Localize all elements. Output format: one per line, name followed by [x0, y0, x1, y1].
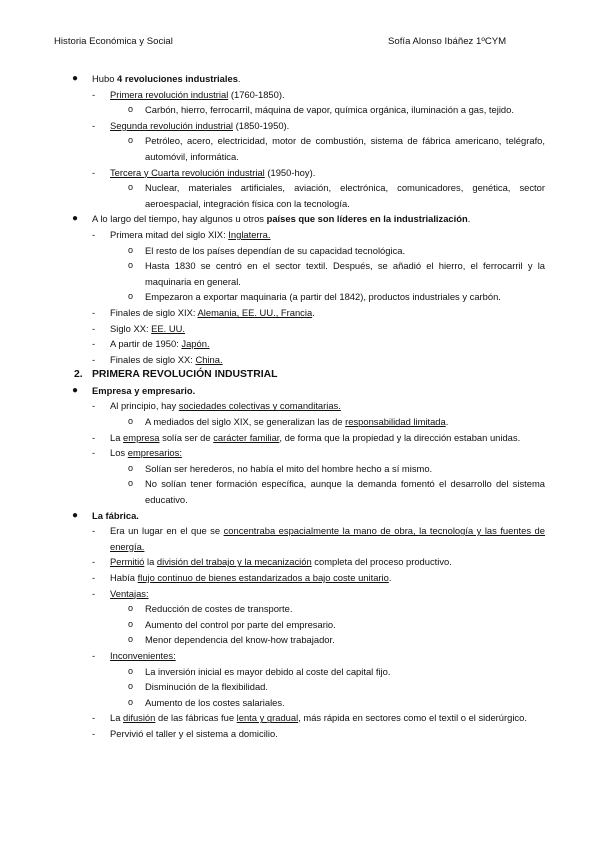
- underlined-text: Primera revolución industrial: [110, 88, 229, 100]
- list-item: [0, 461, 599, 477]
- text-run: .: [388, 572, 392, 583]
- item-text: [145, 133, 545, 164]
- list-item: [0, 648, 599, 664]
- circle-bullet-icon: o: [128, 244, 134, 255]
- text-run: Empezaron a exportar maquinaria (a partir del 1842), productos industriales y carbón.: [145, 291, 501, 303]
- dash-marker: -: [92, 447, 96, 459]
- underlined-text: Alemania, EE. UU., Francia: [197, 306, 313, 318]
- bold-text: Empresa y empresario.: [92, 384, 196, 396]
- item-text: [110, 648, 545, 664]
- list-item: [0, 679, 599, 695]
- dash-marker: -: [92, 166, 96, 178]
- list-item: [0, 243, 599, 259]
- bold-text: 4 revoluciones industriales: [117, 73, 238, 84]
- text-run: No solían tener formación específica, aunque la demanda fomentó el desarrollo del sistema educativo.: [145, 478, 545, 506]
- text-run: Hubo: [92, 73, 118, 84]
- list-item: [0, 71, 599, 87]
- list-item: [0, 664, 599, 680]
- list-item: [0, 118, 599, 134]
- item-text: [145, 243, 545, 259]
- text-run: .: [445, 416, 449, 428]
- list-item: [0, 398, 599, 414]
- item-text: [110, 352, 545, 368]
- dash-marker: -: [92, 306, 96, 318]
- item-text: [145, 679, 545, 695]
- header-right: Sofía Alonso Ibáñez 1ºCYM: [388, 36, 507, 47]
- bold-text: países que son líderes en la industrialización: [266, 213, 468, 225]
- text-run: A mediados del siglo XIX, se generalizan las de: [145, 416, 346, 428]
- item-text: [110, 726, 545, 742]
- text-run: La inversión inicial es mayor debido al coste del capital fijo.: [145, 665, 391, 677]
- item-text: [92, 508, 545, 524]
- list-item: [0, 476, 599, 507]
- item-text: [110, 570, 545, 586]
- circle-bullet-icon: o: [128, 182, 134, 193]
- list-item: [0, 227, 599, 243]
- text-run: A lo largo del tiempo, hay algunos u otros: [92, 213, 267, 225]
- dash-marker: -: [92, 525, 96, 537]
- item-text: [145, 414, 545, 430]
- item-text: [110, 305, 545, 321]
- circle-bullet-icon: o: [128, 696, 134, 707]
- text-run: PRIMERA REVOLUCIÓN INDUSTRIAL: [92, 369, 278, 381]
- underlined-text: concentraba espacialmente la mano de obra, la tecnología y las fuentes de energía.: [110, 525, 545, 552]
- item-text: [110, 336, 545, 352]
- circle-bullet-icon: o: [128, 681, 134, 692]
- list-item: [0, 710, 599, 726]
- text-run: (1950-hoy).: [264, 166, 316, 178]
- list-item: [0, 383, 599, 399]
- text-run: La: [110, 431, 124, 443]
- underlined-text: lenta y gradual: [236, 712, 299, 724]
- list-item: [0, 695, 599, 711]
- text-run: Aumento del control por parte del empresario.: [145, 618, 336, 630]
- text-run: Reducción de costes de transporte.: [145, 603, 293, 615]
- item-text: [110, 710, 545, 726]
- dash-marker: -: [92, 649, 96, 661]
- dash-marker: -: [92, 431, 96, 443]
- item-text: [92, 383, 545, 399]
- list-item: [0, 258, 599, 289]
- underlined-text: sociedades colectivas y comanditarias.: [178, 400, 341, 412]
- list-item: [0, 289, 599, 305]
- item-text: [110, 445, 545, 461]
- dash-marker: -: [92, 712, 96, 724]
- circle-bullet-icon: o: [128, 291, 134, 302]
- text-run: .: [237, 73, 241, 84]
- underlined-text: Tercera y Cuarta revolución industrial: [110, 166, 265, 178]
- text-run: Al principio, hay: [110, 400, 179, 412]
- underlined-text: empresa: [123, 431, 160, 443]
- dash-marker: -: [92, 572, 96, 583]
- dash-marker: -: [92, 228, 96, 240]
- document-body: [0, 71, 599, 742]
- circle-bullet-icon: o: [128, 618, 134, 629]
- underlined-text: Ventajas:: [110, 587, 149, 599]
- underlined-text: flujo continuo de bienes estandarizados a bajo coste unitario: [137, 572, 389, 583]
- underlined-text: Segunda revolución industrial: [110, 119, 233, 131]
- item-text: [110, 398, 545, 414]
- item-text: [145, 617, 545, 633]
- text-run: El resto de los países dependían de su capacidad tecnológica.: [145, 244, 406, 256]
- circle-bullet-icon: o: [128, 416, 134, 427]
- list-item: [0, 87, 599, 103]
- item-text: [92, 71, 545, 87]
- underlined-text: división del trabajo y la mecanización: [156, 556, 312, 568]
- list-item: [0, 321, 599, 337]
- item-text: [145, 601, 545, 617]
- list-item: [0, 508, 599, 524]
- underlined-text: Inconvenientes:: [110, 649, 176, 661]
- text-run: Siglo XX:: [110, 322, 152, 334]
- item-text: [145, 258, 545, 289]
- bullet-icon: ●: [72, 73, 79, 84]
- list-item: [0, 445, 599, 461]
- circle-bullet-icon: o: [128, 462, 134, 473]
- item-text: [110, 118, 545, 134]
- list-item: [0, 102, 599, 118]
- underlined-text: Inglaterra.: [228, 228, 271, 240]
- underlined-text: carácter familiar: [213, 431, 280, 443]
- text-run: Nuclear, materiales artificiales, aviación, electrónica, comunicadores, genética, sector aeroespacial, integración física con la tecnología.: [145, 182, 545, 209]
- item-text: [110, 554, 545, 570]
- text-run: Solían ser herederos, no había el mito del hombre hecho a sí mismo.: [145, 462, 433, 474]
- list-item: [0, 430, 599, 446]
- text-run: completa del proceso productivo.: [311, 556, 452, 568]
- list-item: [0, 305, 599, 321]
- item-text: [145, 102, 545, 118]
- dash-marker: -: [92, 338, 96, 350]
- item-text: [145, 180, 545, 211]
- dash-marker: -: [92, 727, 96, 739]
- text-run: Pervivió el taller y el sistema a domicilio.: [110, 727, 278, 739]
- list-item: [0, 352, 599, 368]
- dash-marker: -: [92, 353, 96, 365]
- item-text: [110, 227, 545, 243]
- text-run: de las fábricas fue: [155, 712, 237, 724]
- dash-marker: -: [92, 556, 96, 568]
- circle-bullet-icon: o: [128, 665, 134, 676]
- dash-marker: -: [92, 119, 96, 131]
- item-text: [145, 461, 545, 477]
- text-run: , más rápida en sectores como el textil o el siderúrgico.: [298, 712, 527, 724]
- list-item: [0, 617, 599, 633]
- list-item: [0, 726, 599, 742]
- dash-marker: -: [92, 400, 96, 412]
- item-text: [145, 695, 545, 711]
- item-text: [110, 87, 545, 103]
- dash-marker: -: [92, 322, 96, 334]
- text-run: Carbón, hierro, ferrocarril, máquina de vapor, química orgánica, iluminación a gas, tejido.: [145, 104, 514, 116]
- item-text: [145, 476, 545, 507]
- text-run: .: [467, 213, 471, 225]
- item-text: [110, 430, 545, 446]
- circle-bullet-icon: o: [128, 260, 134, 271]
- text-run: Aumento de los costes salariales.: [145, 696, 285, 708]
- text-run: Los: [110, 447, 128, 459]
- list-item: [0, 133, 599, 164]
- text-run: Petróleo, acero, electricidad, motor de combustión, sistema de fábrica americano, telégrafo, automóvil, informática.: [145, 135, 545, 162]
- underlined-text: Permitió: [110, 556, 145, 568]
- circle-bullet-icon: o: [128, 603, 134, 614]
- section-heading: [0, 367, 599, 383]
- underlined-text: difusión: [123, 712, 156, 724]
- text-run: A partir de 1950:: [110, 338, 182, 350]
- header-left: Historia Económica y Social: [54, 36, 173, 47]
- underlined-text: China.: [195, 353, 223, 365]
- dash-marker: -: [92, 88, 96, 100]
- text-run: Hasta 1830 se centró en el sector textil. Después, se añadió el hierro, el ferrocarril y la maquinaria en general.: [145, 260, 545, 287]
- list-item: [0, 570, 599, 586]
- list-item: [0, 586, 599, 602]
- bullet-icon: ●: [72, 213, 79, 225]
- item-text: [92, 367, 545, 383]
- item-text: [145, 632, 545, 648]
- text-run: Había: [110, 572, 138, 583]
- list-item: [0, 336, 599, 352]
- item-text: [110, 523, 545, 554]
- list-item: [0, 165, 599, 181]
- list-item: [0, 554, 599, 570]
- text-run: (1760-1850).: [228, 88, 285, 100]
- text-run: Era un lugar en el que se: [110, 525, 224, 537]
- text-run: .: [312, 306, 315, 318]
- item-text: [145, 664, 545, 680]
- underlined-text: Japón.: [181, 338, 210, 350]
- circle-bullet-icon: o: [128, 634, 134, 645]
- list-item: [0, 632, 599, 648]
- list-item: [0, 601, 599, 617]
- text-run: Disminución de la flexibilidad.: [145, 681, 268, 693]
- underlined-text: EE. UU.: [151, 322, 186, 334]
- text-run: la: [144, 556, 157, 568]
- item-text: [110, 321, 545, 337]
- item-text: [92, 211, 545, 227]
- underlined-text: responsabilidad limitada: [345, 416, 446, 428]
- circle-bullet-icon: o: [128, 478, 134, 489]
- list-item: [0, 414, 599, 430]
- dash-marker: -: [92, 587, 96, 599]
- list-item: [0, 211, 599, 227]
- list-item: [0, 523, 599, 554]
- text-run: , de forma que la propiedad y la dirección estaban unidas.: [279, 431, 521, 443]
- item-text: [110, 586, 545, 602]
- circle-bullet-icon: o: [128, 135, 134, 146]
- text-run: La: [110, 712, 124, 724]
- text-run: Primera mitad del siglo XIX:: [110, 228, 229, 240]
- underlined-text: empresarios:: [127, 447, 182, 459]
- text-run: Finales de siglo XX:: [110, 353, 196, 365]
- bullet-icon: ●: [72, 384, 79, 396]
- item-text: [110, 165, 545, 181]
- list-item: [0, 180, 599, 211]
- section-number: 2.: [74, 369, 83, 381]
- text-run: Menor dependencia del know-how trabajador.: [145, 634, 335, 646]
- bullet-icon: ●: [72, 509, 79, 521]
- circle-bullet-icon: o: [128, 104, 134, 115]
- text-run: Finales de siglo XIX:: [110, 306, 198, 318]
- text-run: (1850-1950).: [233, 119, 290, 131]
- text-run: solía ser de: [159, 431, 214, 443]
- bold-text: La fábrica.: [92, 509, 139, 521]
- item-text: [145, 289, 545, 305]
